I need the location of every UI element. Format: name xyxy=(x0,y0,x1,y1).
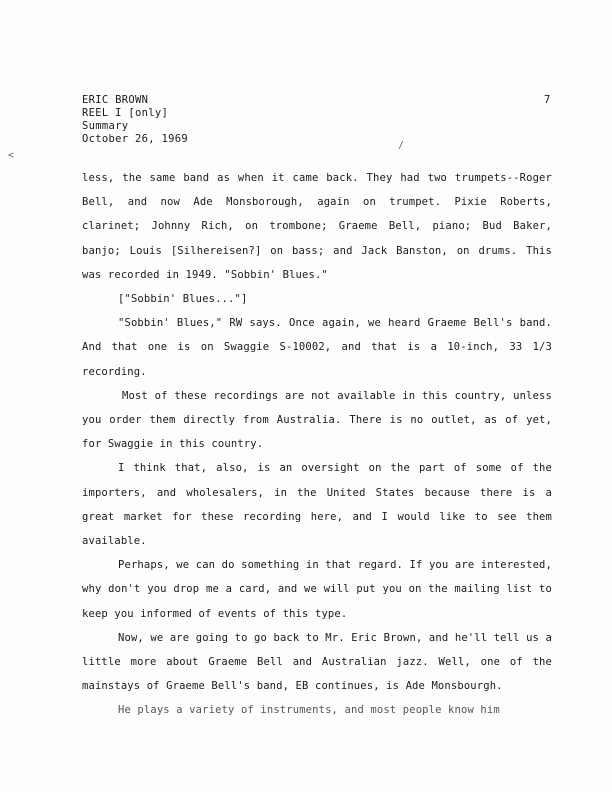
paragraph: "Sobbin' Blues," RW says. Once again, we heard Graeme Bell's band. And that one is on Swaggie S-10002, and that is a 10-inch, 33 1/3 recording. xyxy=(82,317,552,378)
header-name: ERIC BROWN xyxy=(82,94,149,106)
header-reel: REEL I [only] xyxy=(82,107,169,119)
header-type: Summary xyxy=(82,120,129,132)
transcript-body xyxy=(82,166,552,723)
paragraph: I think that, also, is an oversight on the part of some of the importers, and wholesalers, in the United States because there is a great market for these recording here, and I would like to see them available. xyxy=(82,462,552,548)
paragraph: less, the same band as when it came back. They had two trumpets--Roger Bell, and now Ade Monsborough, again on trumpet. Pixie Roberts, clarinet; Johnny Rich, on trombone; Graeme Bell, piano; Bud Baker, banjo; Louis [Silhereisen?] on bass; and Jack Banston, on drums. This was recorded in 1949. "Sobbin' Blues." xyxy=(82,172,552,281)
paragraph: Most of these recordings are not available in this country, unless you order them directly from Australia. There is no outlet, as of yet, for Swaggie in this country. xyxy=(82,389,552,451)
header-date: October 26, 1969 xyxy=(82,133,188,145)
margin-mark: < xyxy=(8,150,15,161)
paragraph: ["Sobbin' Blues..."] xyxy=(118,293,248,306)
paragraph: Now, we are going to go back to Mr. Eric Brown, and he'll tell us a little more about Graeme Bell and Australian jazz. Well, one of the mainstays of Graeme Bell's band, EB continues, is Ade Monsbourgh. xyxy=(82,631,552,693)
page-number: 7 xyxy=(544,94,551,106)
paragraph: Perhaps, we can do something in that regard. If you are interested, why don't you drop me a card, and we will put you on the mailing list to keep you informed of events of this type. xyxy=(82,559,552,620)
stray-mark: / xyxy=(398,140,405,151)
paragraph: He plays a variety of instruments, and most people know him xyxy=(118,704,500,717)
document-header xyxy=(82,94,188,146)
